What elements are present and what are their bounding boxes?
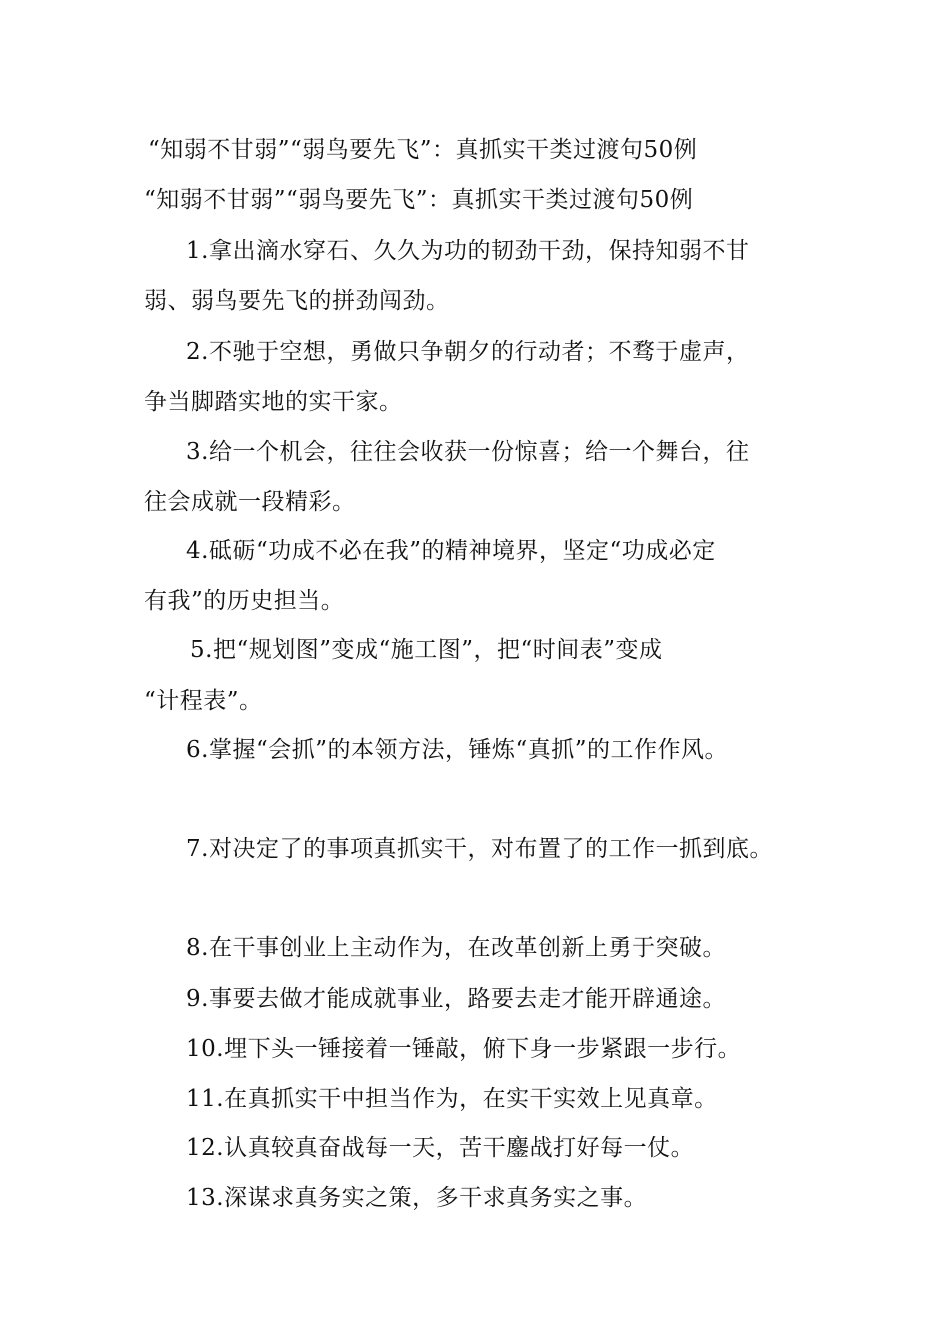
item-4-line-2: 有我”的历史担当。: [144, 588, 345, 614]
item-1-line-2: 弱、弱鸟要先飞的拼劲闯劲。: [144, 288, 450, 314]
item-6: 6.掌握“会抓”的本领方法，锤炼“真抓”的工作作风。: [186, 737, 728, 763]
item-8: 8.在干事创业上主动作为，在改革创新上勇于突破。: [186, 935, 726, 961]
item-3-line-1: 3.给一个机会，往往会收获一份惊喜；给一个舞台，往: [186, 439, 750, 465]
item-11: 11.在真抓实干中担当作为，在实干实效上见真章。: [186, 1086, 718, 1112]
item-5-line-1: 5.把“规划图”变成“施工图”，把“时间表”变成: [190, 637, 663, 663]
item-7: 7.对决定了的事项真抓实干，对布置了的工作一抓到底。: [186, 836, 773, 862]
item-9: 9.事要去做才能成就事业，路要去走才能开辟通途。: [186, 986, 726, 1012]
item-13: 13.深谋求真务实之策，多干求真务实之事。: [186, 1185, 648, 1211]
item-5-line-2: “计程表”。: [144, 688, 263, 714]
item-4-line-1: 4.砥砺“功成不必在我”的精神境界，坚定“功成必定: [186, 538, 716, 564]
document-title: “知弱不甘弱”“弱鸟要先飞”：真抓实干类过渡句50例: [148, 137, 698, 163]
item-12: 12.认真较真奋战每一天，苦干鏖战打好每一仗。: [186, 1135, 695, 1161]
item-2-line-1: 2.不驰于空想，勇做只争朝夕的行动者；不骛于虚声，: [186, 339, 750, 365]
item-10: 10.埋下头一锤接着一锤敲，俯下身一步紧跟一步行。: [186, 1036, 742, 1062]
item-3-line-2: 往会成就一段精彩。: [144, 489, 356, 515]
document-title-repeat: “知弱不甘弱”“弱鸟要先飞”：真抓实干类过渡句50例: [144, 187, 694, 213]
item-2-line-2: 争当脚踏实地的实干家。: [144, 389, 403, 415]
item-1-line-1: 1.拿出滴水穿石、久久为功的韧劲干劲，保持知弱不甘: [186, 238, 750, 264]
